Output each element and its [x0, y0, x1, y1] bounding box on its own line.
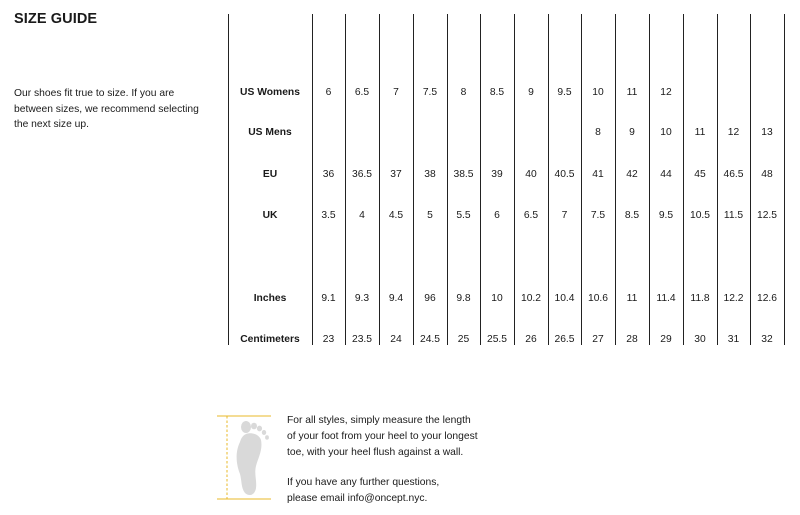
page-title: SIZE GUIDE: [14, 11, 98, 27]
table-row-label: UK: [262, 210, 278, 221]
table-cell: 40.5: [554, 169, 575, 180]
table-cell: 48: [761, 169, 773, 180]
table-cell: 41: [592, 169, 604, 180]
measure-line-2: of your foot from your heel to your longest: [287, 431, 478, 442]
table-cell: 30: [694, 334, 706, 345]
table-cell: 9: [528, 87, 534, 98]
table-cell: 46.5: [723, 169, 744, 180]
table-cell: 10.6: [587, 293, 609, 304]
table-cell: 8.5: [624, 210, 640, 221]
table-cell: 6.5: [523, 210, 539, 221]
table-cell: 9: [629, 127, 635, 138]
table-cell: 38: [424, 169, 436, 180]
table-cell: 12: [727, 127, 740, 138]
table-cell: 26: [525, 334, 537, 345]
table-cell: 39: [491, 169, 503, 180]
table-cell: 24.5: [419, 334, 441, 345]
table-cell: 45: [694, 169, 706, 180]
table-cell: 4.5: [388, 210, 404, 221]
table-cell: 27: [592, 334, 604, 345]
table-divider: [784, 14, 785, 345]
table-cell: 10.2: [520, 293, 542, 304]
table-cell: 12.5: [756, 210, 778, 221]
table-cell: 10: [491, 293, 503, 304]
table-cell: 6: [325, 87, 332, 98]
table-cell: 9.4: [388, 293, 404, 304]
table-cell: 32: [761, 334, 773, 345]
table-row-label: US Mens: [248, 127, 292, 138]
table-row-label: Inches: [253, 293, 287, 304]
table-cell: 26.5: [554, 334, 575, 345]
table-cell: 7: [393, 87, 399, 98]
table-row-label: Centimeters: [240, 334, 300, 345]
table-cell: 36: [322, 169, 335, 180]
table-cell: 8.5: [489, 87, 505, 98]
table-cell: 7.5: [422, 87, 438, 98]
table-cell: 5.5: [456, 210, 471, 221]
table-cell: 8: [460, 87, 467, 98]
table-cell: 11.5: [723, 210, 744, 221]
table-cell: 40: [525, 169, 537, 180]
table-cell: 28: [626, 334, 638, 345]
table-cell: 11.8: [690, 293, 710, 304]
table-cell: 25.5: [486, 334, 508, 345]
table-cell: 11: [694, 127, 706, 138]
table-cell: 29: [660, 334, 672, 345]
table-cell: 13: [761, 127, 773, 138]
table-cell: 37: [390, 169, 402, 180]
table-cell: 36.5: [351, 169, 373, 180]
table-cell: 12: [660, 87, 672, 98]
measure-instructions: [287, 413, 478, 507]
table-row-label: US Womens: [240, 87, 300, 98]
table-cell: 7.5: [590, 210, 606, 221]
table-cell: 11: [626, 293, 638, 304]
table-cell: 9.5: [658, 210, 674, 221]
measure-line-4: If you have any further questions,: [287, 477, 440, 488]
table-cell: 7: [561, 210, 568, 221]
table-cell: 10: [592, 87, 604, 98]
table-cell: 12.2: [723, 293, 744, 304]
table-cell: 42: [626, 169, 638, 180]
table-cell: 6.5: [354, 87, 370, 98]
intro-text: Our shoes fit true to size. If you are between sizes, we recommend selecting the next size up.: [14, 88, 199, 130]
table-cell: 6: [494, 210, 500, 221]
table-cell: 3.5: [321, 210, 336, 221]
table-cell: 10.5: [689, 210, 711, 221]
table-cell: 9.8: [456, 293, 471, 304]
table-cell: 9.1: [321, 293, 336, 304]
table-cell: 23.5: [351, 334, 373, 345]
measure-line-3: toe, with your heel flush against a wall.: [287, 447, 464, 458]
table-cell: 38.5: [453, 169, 474, 180]
table-cell: 11: [626, 87, 638, 98]
table-cell: 10: [660, 127, 672, 138]
table-cell: 8: [595, 127, 601, 138]
table-cell: 12.6: [756, 293, 778, 304]
table-cell: 31: [727, 334, 740, 345]
table-cell: 25: [457, 334, 470, 345]
table-cell: 24: [390, 334, 402, 345]
table-cell: 9.5: [557, 87, 572, 98]
table-cell: 4: [359, 210, 365, 221]
foot-measure-icon: [213, 414, 275, 501]
table-cell: 9.3: [354, 293, 370, 304]
table-cell: 96: [424, 293, 436, 304]
measure-line-5: please email info@oncept.nyc.: [287, 493, 428, 504]
table-cell: 10.4: [554, 293, 575, 304]
table-cell: 11.4: [656, 293, 676, 304]
table-cell: 5: [427, 210, 433, 221]
measure-line-1: For all styles, simply measure the length: [287, 415, 471, 426]
table-row-label: EU: [262, 169, 278, 180]
table-cell: 23: [322, 334, 335, 345]
table-cell: 44: [660, 169, 672, 180]
